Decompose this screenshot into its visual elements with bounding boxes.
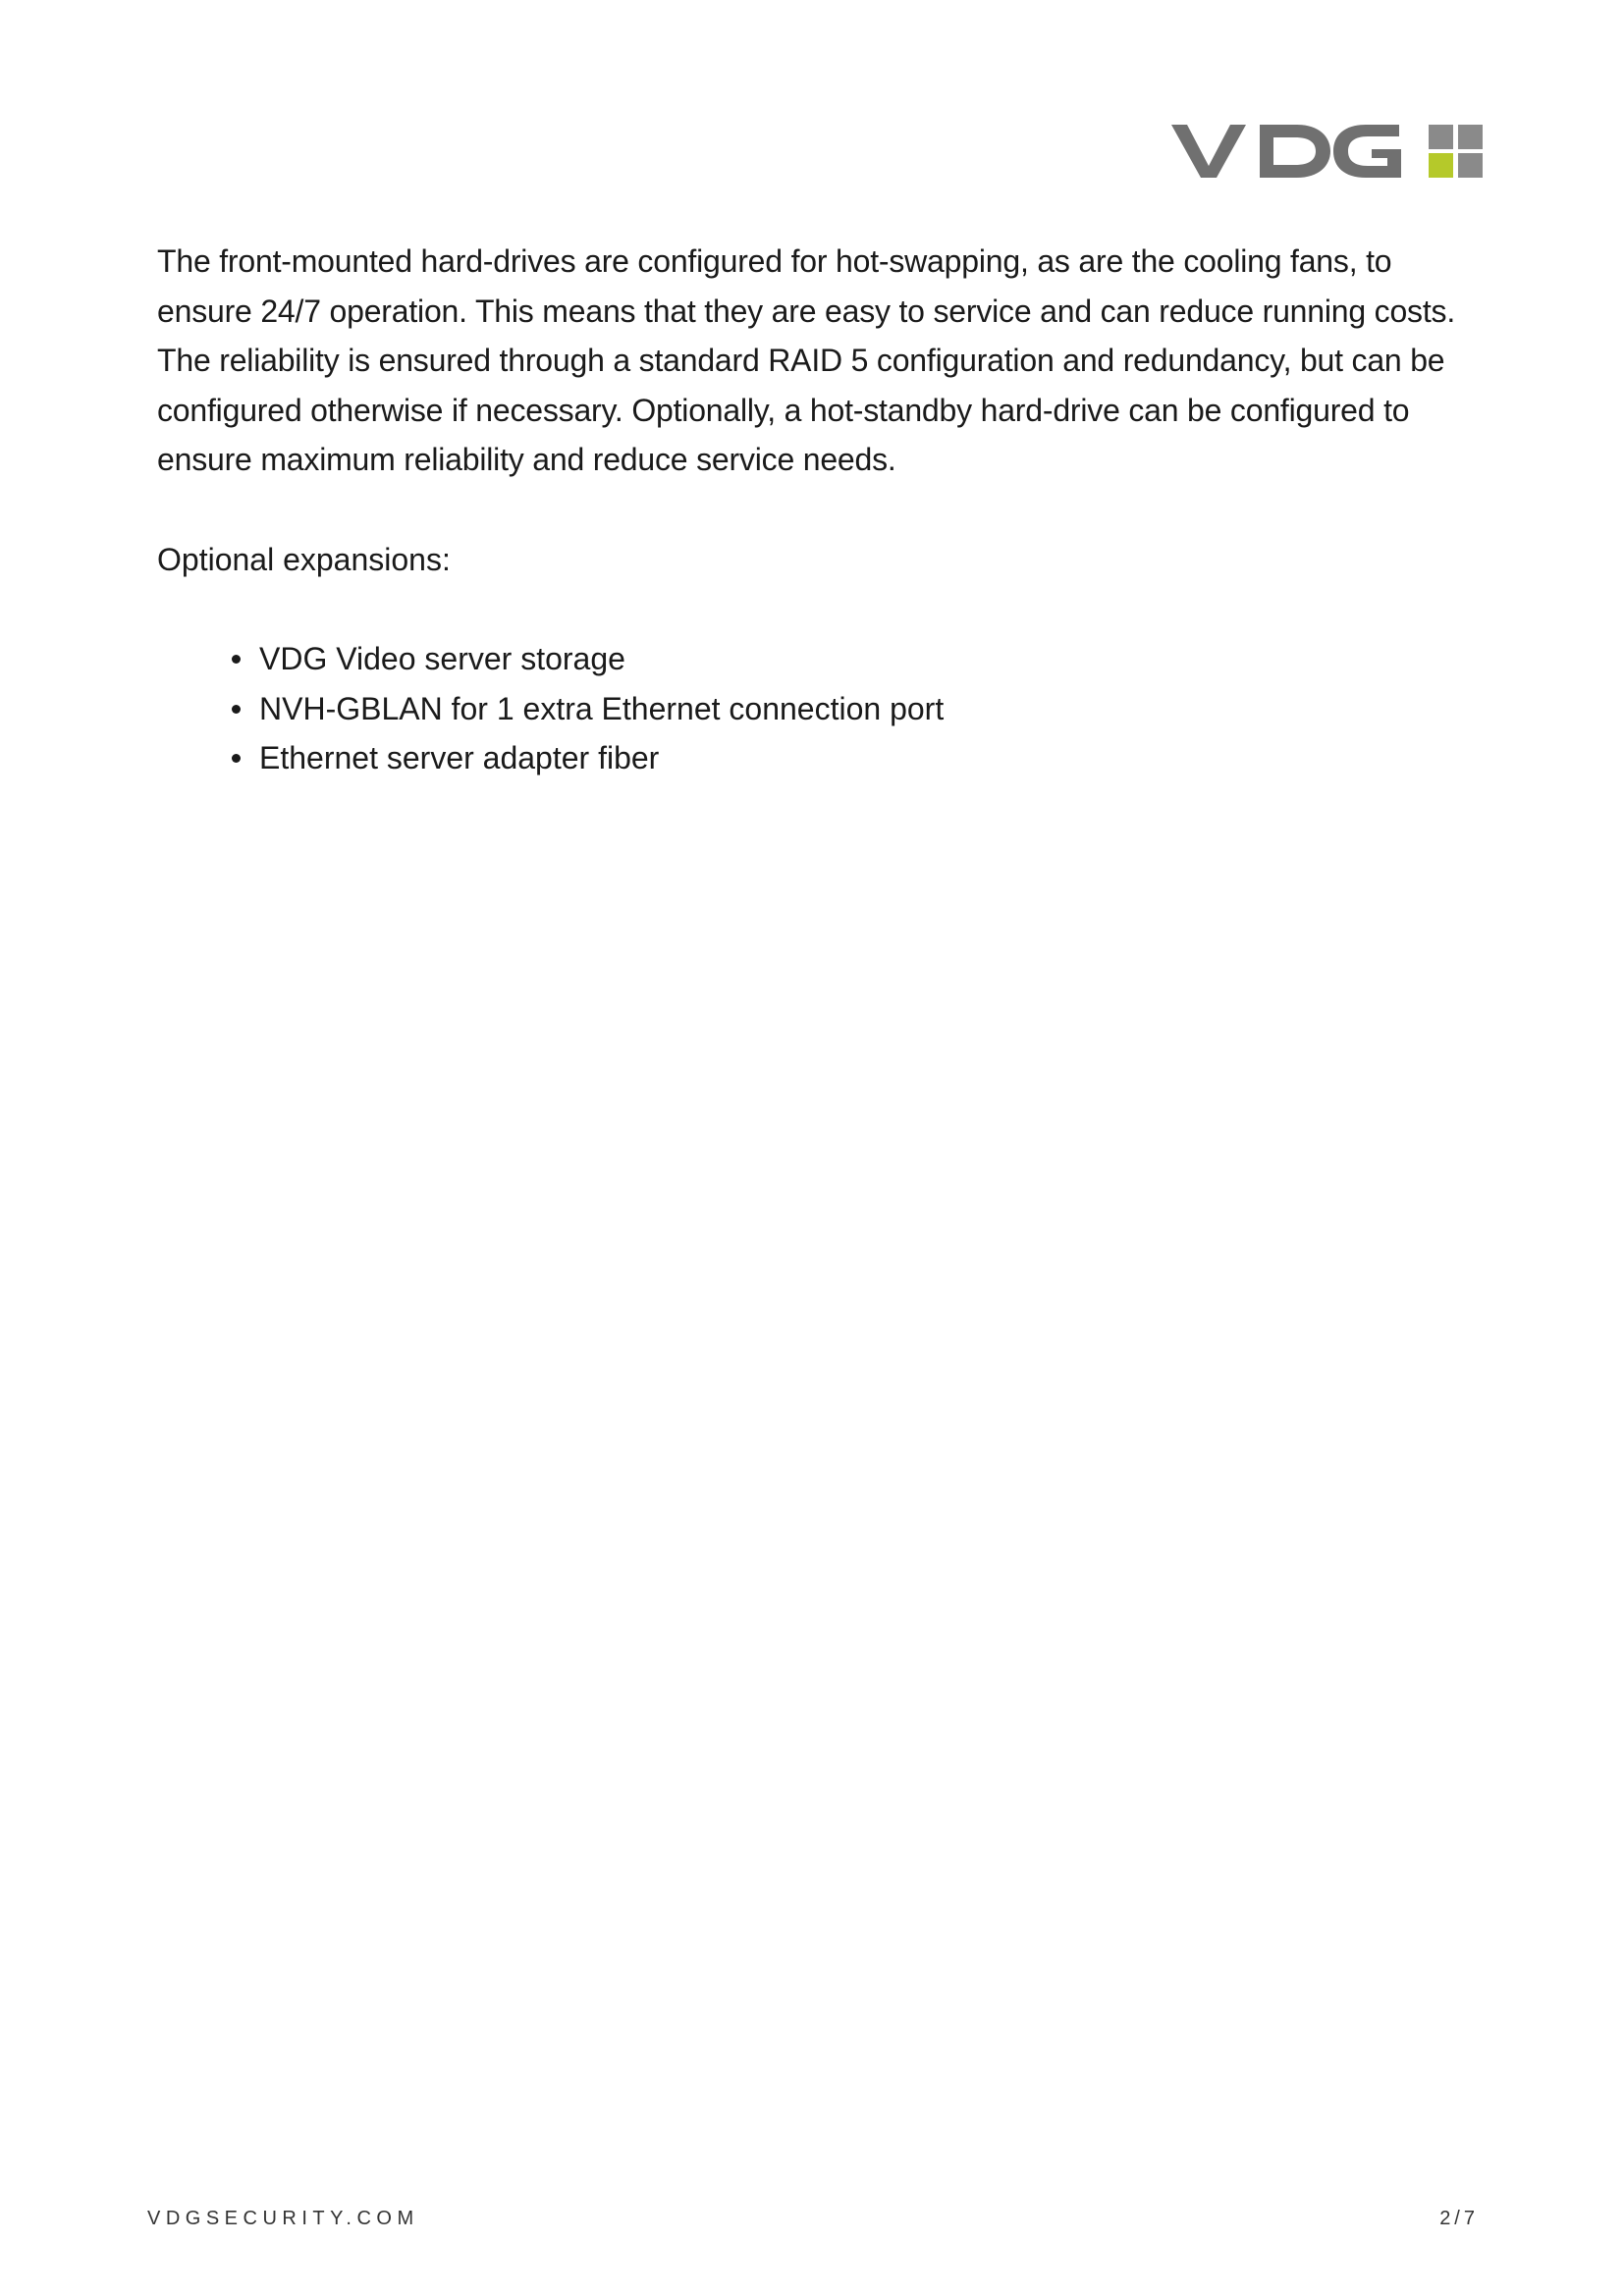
intro-paragraph: The front-mounted hard-drives are configured for hot-swapping, as are the cooling fans, to ensure 24/7 operation. This means that they are easy to service and can reduce running costs. The reliability is ensured through a standard RAID 5 configuration and redundancy, but can be configured otherwise if necessary. Optionally, a hot-standby hard-drive can be configured to ensure maximum reliability and reduce service needs. xyxy=(157,243,1456,477)
list-item: NVH-GBLAN for 1 extra Ethernet connection port xyxy=(228,684,944,734)
expansions-heading: Optional expansions: xyxy=(157,542,451,577)
footer-website: VDGSECURITY.COM xyxy=(147,2208,419,2229)
expansions-list xyxy=(228,634,944,783)
page-number: 2/7 xyxy=(1439,2208,1479,2229)
list-item: VDG Video server storage xyxy=(228,634,944,684)
vdg-logo xyxy=(1171,123,1486,180)
list-item: Ethernet server adapter fiber xyxy=(228,733,944,783)
